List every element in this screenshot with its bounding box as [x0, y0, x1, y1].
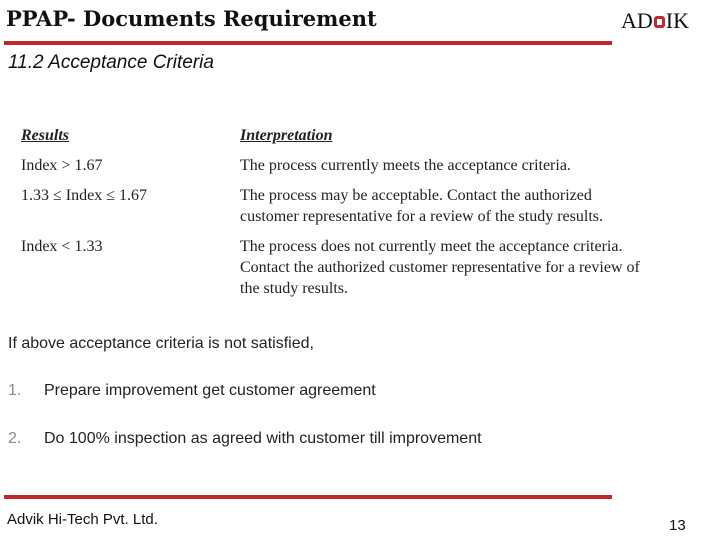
company-logo: [621, 8, 689, 34]
footer-divider: [4, 495, 612, 499]
table-row-interpretation: the study results.: [240, 280, 348, 297]
header-divider: [4, 41, 612, 45]
list-item-number: 2.: [8, 430, 22, 447]
interpretation-column-header: Interpretation: [240, 127, 333, 144]
table-row-interpretation: The process may be acceptable. Contact the authorized: [240, 187, 592, 204]
page-number: 13: [669, 517, 686, 534]
list-item-text: Do 100% inspection as agreed with customer till improvement: [44, 430, 482, 447]
page-title: PPAP- Documents Requirement: [6, 6, 377, 31]
table-row-interpretation: The process currently meets the acceptance criteria.: [240, 157, 571, 174]
logo-text-left: AD: [621, 8, 653, 33]
table-row-interpretation: Contact the authorized customer representative for a review of: [240, 259, 640, 276]
footer-company-name: Advik Hi-Tech Pvt. Ltd.: [7, 511, 158, 528]
table-row-result: Index < 1.33: [21, 238, 103, 255]
table-row-interpretation: The process does not currently meet the acceptance criteria.: [240, 238, 623, 255]
results-column-header: Results: [21, 127, 70, 144]
list-item: [8, 430, 482, 448]
section-subtitle: 11.2 Acceptance Criteria: [8, 52, 214, 73]
table-row-result: 1.33 ≤ Index ≤ 1.67: [21, 187, 147, 204]
logo-text-right: IK: [665, 8, 689, 33]
intro-text: If above acceptance criteria is not satisfied,: [8, 335, 314, 352]
list-item: [8, 382, 376, 400]
square-logo-mark-icon: [654, 16, 665, 28]
table-row-result: Index > 1.67: [21, 157, 103, 174]
list-item-text: Prepare improvement get customer agreement: [44, 382, 376, 399]
table-row-interpretation: customer representative for a review of the study results.: [240, 208, 603, 225]
list-item-number: 1.: [8, 382, 22, 399]
